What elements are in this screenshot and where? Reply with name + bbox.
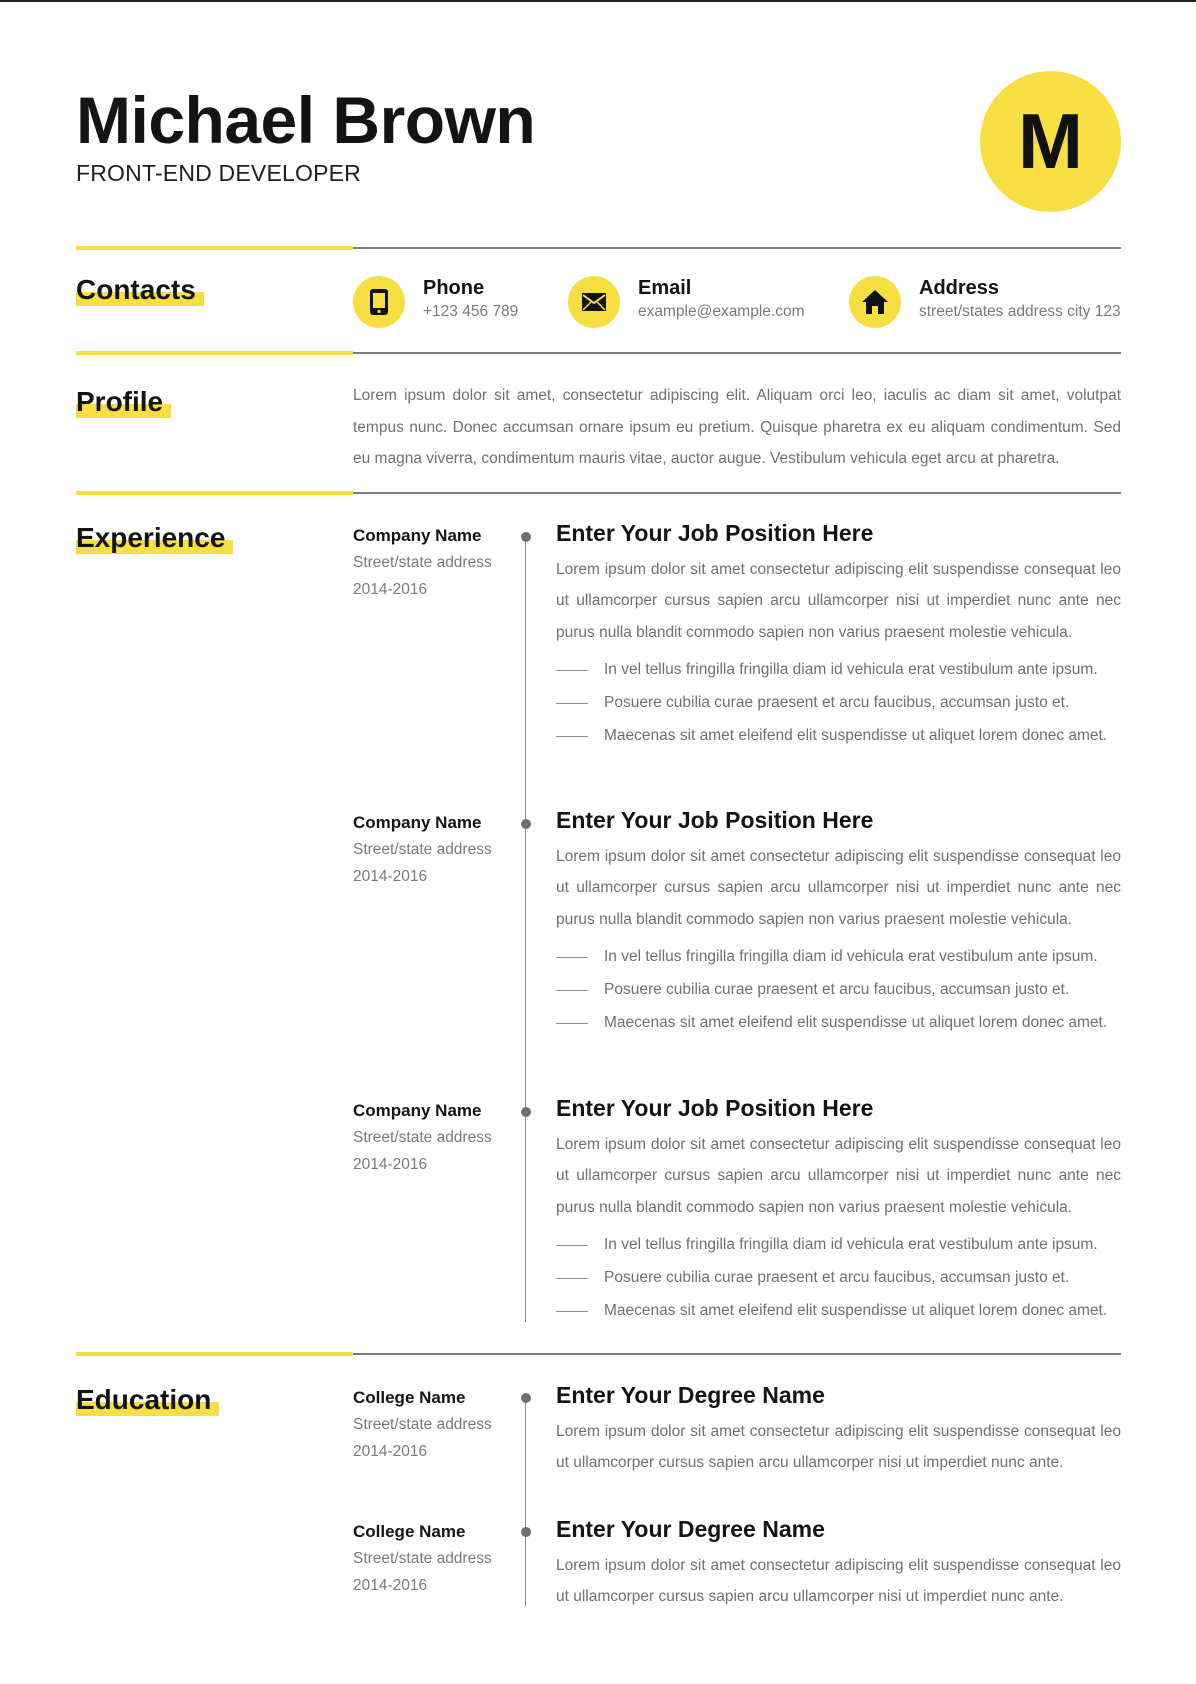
top-border	[0, 0, 1196, 2]
employment-dates: 2014-2016	[353, 581, 428, 598]
job-bullets	[556, 1235, 1121, 1334]
college-address: Street/state address	[353, 1416, 492, 1433]
college-address: Street/state address	[353, 1550, 492, 1567]
monogram-badge	[980, 71, 1121, 212]
experience-heading: Experience	[76, 522, 233, 554]
timeline-dot	[521, 1393, 531, 1403]
contact-address	[849, 276, 1121, 328]
dash-icon	[556, 1278, 588, 1279]
envelope-icon	[568, 276, 620, 328]
education-accent-rule	[76, 1352, 353, 1356]
profile-summary: Lorem ipsum dolor sit amet, consectetur adipiscing elit. Aliquam orci leo, iaculis ac diam sit amet, volutpat tempus nunc. Donec accumsan ornare ipsum eu pretium. Quisque pharetra ex eu aliquam condimentum. Sed eu magna viverra, condimentum mauris vitae, auctor augue. Vestibulum vehicula eget arcu at pharetra.	[353, 387, 1121, 467]
company-name: Company Name	[353, 1101, 482, 1120]
job-description: Lorem ipsum dolor sit amet consectetur adipiscing elit suspendisse consequat leo ut ullamcorper cursus sapien arcu ullamcorper nisi ut imperdiet nunc ante nec purus nulla blandit commodo sapien non varius praesent molestie vehicula.	[556, 848, 1121, 928]
job-bullets	[556, 660, 1121, 759]
profile-accent-rule	[76, 351, 353, 355]
bullet-item: Posuere cubilia curae praesent et arcu faucibus, accumsan justo et.	[556, 693, 1121, 726]
company-name: Company Name	[353, 526, 482, 545]
bullet-item: In vel tellus fringilla fringilla diam id vehicula erat vestibulum ante ipsum.	[556, 660, 1121, 693]
job-bullets	[556, 947, 1121, 1046]
timeline-dot	[521, 1527, 531, 1537]
degree-description: Lorem ipsum dolor sit amet consectetur adipiscing elit suspendisse consequat leo ut ullamcorper cursus sapien arcu ullamcorper nisi ut imperdiet nunc ante.	[556, 1557, 1121, 1606]
job-title: FRONT-END DEVELOPER	[76, 160, 361, 186]
college-name: College Name	[353, 1388, 466, 1407]
job-position: Enter Your Job Position Here	[556, 807, 874, 833]
bullet-item: In vel tellus fringilla fringilla diam id vehicula erat vestibulum ante ipsum.	[556, 947, 1121, 980]
dash-icon	[556, 670, 588, 671]
timeline-dot	[521, 1107, 531, 1117]
degree-name: Enter Your Degree Name	[556, 1382, 825, 1408]
contact-phone-value: +123 456 789	[423, 303, 519, 320]
company-address: Street/state address	[353, 554, 492, 571]
dash-icon	[556, 1023, 588, 1024]
bullet-item: Posuere cubilia curae praesent et arcu faucibus, accumsan justo et.	[556, 980, 1121, 1013]
contact-address-value: street/states address city 123	[919, 303, 1121, 320]
job-position: Enter Your Job Position Here	[556, 1095, 874, 1121]
experience-accent-rule	[76, 491, 353, 495]
degree-description: Lorem ipsum dolor sit amet consectetur adipiscing elit suspendisse consequat leo ut ullamcorper cursus sapien arcu ullamcorper nisi ut imperdiet nunc ante.	[556, 1423, 1121, 1472]
dash-icon	[556, 1245, 588, 1246]
experience-timeline	[525, 537, 526, 1322]
study-dates: 2014-2016	[353, 1577, 428, 1594]
contact-address-label: Address	[919, 277, 1000, 299]
contacts-divider	[353, 247, 1121, 249]
contacts-heading: Contacts	[76, 274, 204, 306]
experience-divider	[353, 492, 1121, 494]
job-position: Enter Your Job Position Here	[556, 520, 874, 546]
college-name: College Name	[353, 1522, 466, 1541]
study-dates: 2014-2016	[353, 1443, 428, 1460]
bullet-item: Posuere cubilia curae praesent et arcu faucibus, accumsan justo et.	[556, 1268, 1121, 1301]
bullet-item: Maecenas sit amet eleifend elit suspendisse ut aliquet lorem donec amet.	[556, 1301, 1121, 1334]
contact-email	[568, 276, 805, 328]
company-address: Street/state address	[353, 841, 492, 858]
bullet-item: In vel tellus fringilla fringilla diam id vehicula erat vestibulum ante ipsum.	[556, 1235, 1121, 1268]
contact-phone	[353, 276, 518, 328]
home-icon	[849, 276, 901, 328]
contact-email-value: example@example.com	[638, 303, 805, 320]
employment-dates: 2014-2016	[353, 1156, 428, 1173]
contacts-accent-rule	[76, 246, 353, 250]
dash-icon	[556, 703, 588, 704]
dash-icon	[556, 957, 588, 958]
profile-divider	[353, 352, 1121, 354]
job-description: Lorem ipsum dolor sit amet consectetur adipiscing elit suspendisse consequat leo ut ullamcorper cursus sapien arcu ullamcorper nisi ut imperdiet nunc ante nec purus nulla blandit commodo sapien non varius praesent molestie vehicula.	[556, 561, 1121, 641]
candidate-name: Michael Brown	[76, 83, 536, 157]
profile-heading: Profile	[76, 386, 171, 418]
monogram-letter: M	[1018, 97, 1083, 185]
education-heading: Education	[76, 1384, 219, 1416]
bullet-item: Maecenas sit amet eleifend elit suspendisse ut aliquet lorem donec amet.	[556, 726, 1121, 759]
timeline-dot	[521, 532, 531, 542]
education-timeline	[525, 1398, 526, 1606]
phone-icon	[353, 276, 405, 328]
company-name: Company Name	[353, 813, 482, 832]
dash-icon	[556, 736, 588, 737]
education-divider	[353, 1353, 1121, 1355]
contact-email-label: Email	[638, 277, 692, 299]
contact-phone-label: Phone	[423, 277, 485, 299]
job-description: Lorem ipsum dolor sit amet consectetur adipiscing elit suspendisse consequat leo ut ullamcorper cursus sapien arcu ullamcorper nisi ut imperdiet nunc ante nec purus nulla blandit commodo sapien non varius praesent molestie vehicula.	[556, 1136, 1121, 1216]
company-address: Street/state address	[353, 1129, 492, 1146]
bullet-item: Maecenas sit amet eleifend elit suspendisse ut aliquet lorem donec amet.	[556, 1013, 1121, 1046]
degree-name: Enter Your Degree Name	[556, 1516, 825, 1542]
dash-icon	[556, 1311, 588, 1312]
employment-dates: 2014-2016	[353, 868, 428, 885]
timeline-dot	[521, 819, 531, 829]
dash-icon	[556, 990, 588, 991]
